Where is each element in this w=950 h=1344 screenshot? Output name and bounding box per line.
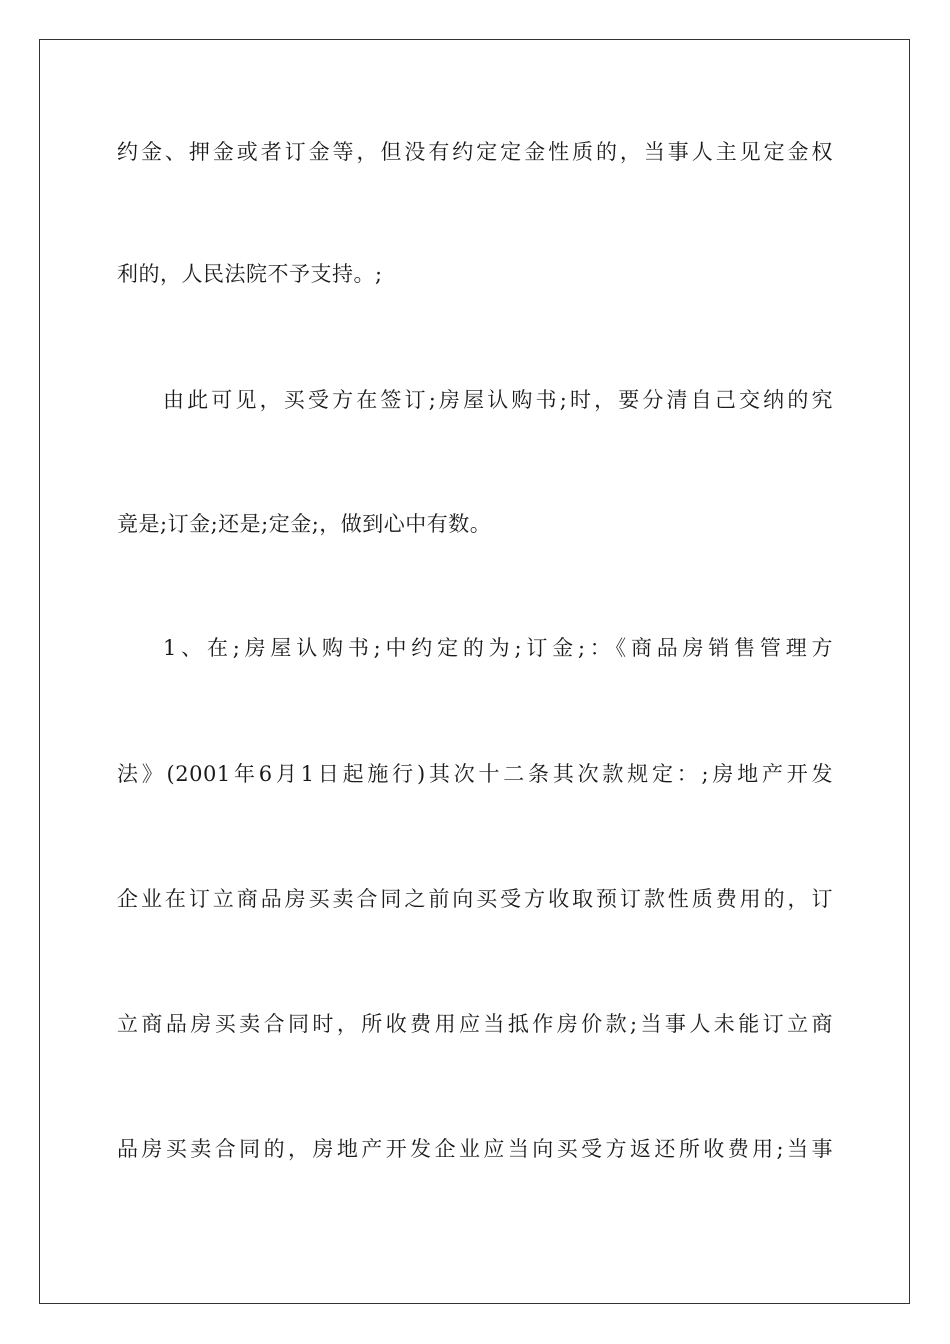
text-line-8: 立商品房买卖合同时，所收费用应当抵作房价款;当事人未能订立商 — [117, 1012, 833, 1036]
page-border — [39, 39, 910, 1304]
text-line-1: 约金、押金或者订金等，但没有约定定金性质的，当事人主见定金权 — [117, 140, 833, 164]
text-line-7: 企业在订立商品房买卖合同之前向买受方收取预订款性质费用的，订 — [117, 887, 833, 911]
text-line-3: 由此可见，买受方在签订;房屋认购书;时，要分清自己交纳的究 — [163, 388, 833, 412]
text-line-6: 法》(2001年6月1日起施行)其次十二条其次款规定：;房地产开发 — [117, 762, 833, 786]
text-line-9: 品房买卖合同的，房地产开发企业应当向买受方返还所收费用;当事 — [117, 1137, 833, 1161]
text-line-2: 利的，人民法院不予支持。; — [117, 262, 383, 286]
text-line-4: 竟是;订金;还是;定金;，做到心中有数。 — [117, 512, 492, 536]
text-line-5: 1、在;房屋认购书;中约定的为;订金;：《商品房销售管理方 — [163, 636, 833, 660]
